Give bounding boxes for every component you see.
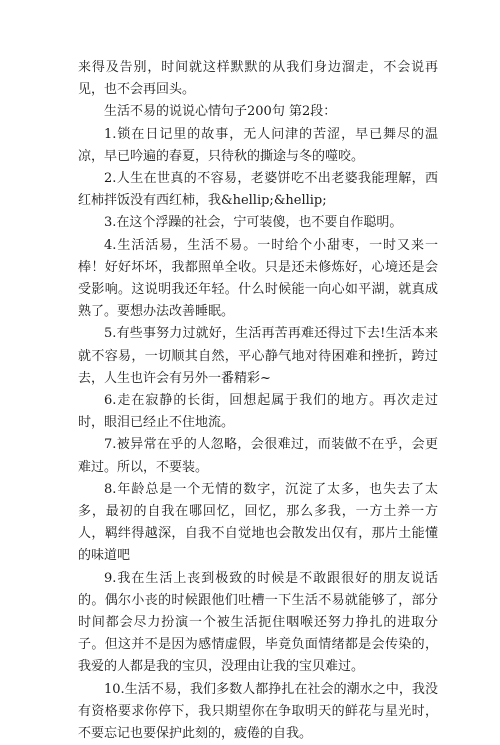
list-item-10: 10.生活不易，我们多数人都挣扎在社会的潮水之中，我没有资格要求你停下，我只期望你在争取明天的鲜花与星光时，不要忘记也要保护此刻的，疲倦的自我。 bbox=[78, 681, 438, 742]
list-item-6: 6.走在寂静的长街，回想起属于我们的地方。再次走过时，眼泪已经止不住地流。 bbox=[78, 393, 438, 431]
list-item-1: 1.锁在日记里的故事，无人问津的苦涩，早已舞尽的温凉，早已吟遍的春夏，只待秋的撕途与冬的噬咬。 bbox=[78, 126, 438, 164]
list-item-4: 4.生活活易，生活不易。一时给个小甜枣，一时又来一棒！好好坏坏，我都照单全收。只是还未修炼好，心境还是会受影响。这说明我还年轻。什么时候能一向心如平湖，就真成熟了。要想办法改善睡眠。 bbox=[78, 237, 438, 320]
list-item-3: 3.在这个浮躁的社会，宁可装傻，也不要自作聪明。 bbox=[104, 215, 403, 231]
list-item-5: 5.有些事努力过就好，生活再苦再难还得过下去!生活本来就不容易，一切顺其自然，平心静气地对待困难和挫折，跨过去，人生也许会有另外一番精彩~ bbox=[78, 326, 438, 386]
list-item-7: 7.被异常在乎的人忽略，会很难过，而装做不在乎，会更难过。所以，不要装。 bbox=[78, 437, 438, 475]
continued-paragraph: 来得及告别，时间就这样默默的从我们身边溜走，不会说再见，也不会再回头。 bbox=[78, 60, 438, 98]
list-item-9: 9.我在生活上丧到极致的时候是不敢跟很好的朋友说话的。偶尔小丧的时候跟他们吐槽一下生活不易就能够了，部分时间都会尽力扮演一个被生活扼住咽喉还努力挣扎的进取分子。但这并不是因为感情虚假，毕竟负面情绪都是会传染的，我爱的人都是我的宝贝，没理由让我的宝贝难过。 bbox=[78, 570, 438, 675]
section-heading: 生活不易的说说心情句子200句 第2段： bbox=[104, 104, 337, 120]
list-item-2: 2.人生在世真的不容易，老婆饼吃不出老婆我能理解，西红柿拌饭没有西红柿，我&hellip;&hellip; bbox=[78, 171, 438, 209]
list-item-8: 8.年龄总是一个无情的数字，沉淀了太多，也失去了太多，最初的自我在哪回忆，回忆，那么多我，一方土养一方人，羁绊得越深，自我不自觉地也会散发出仅有，那片土能懂的味道吧 bbox=[78, 481, 438, 564]
